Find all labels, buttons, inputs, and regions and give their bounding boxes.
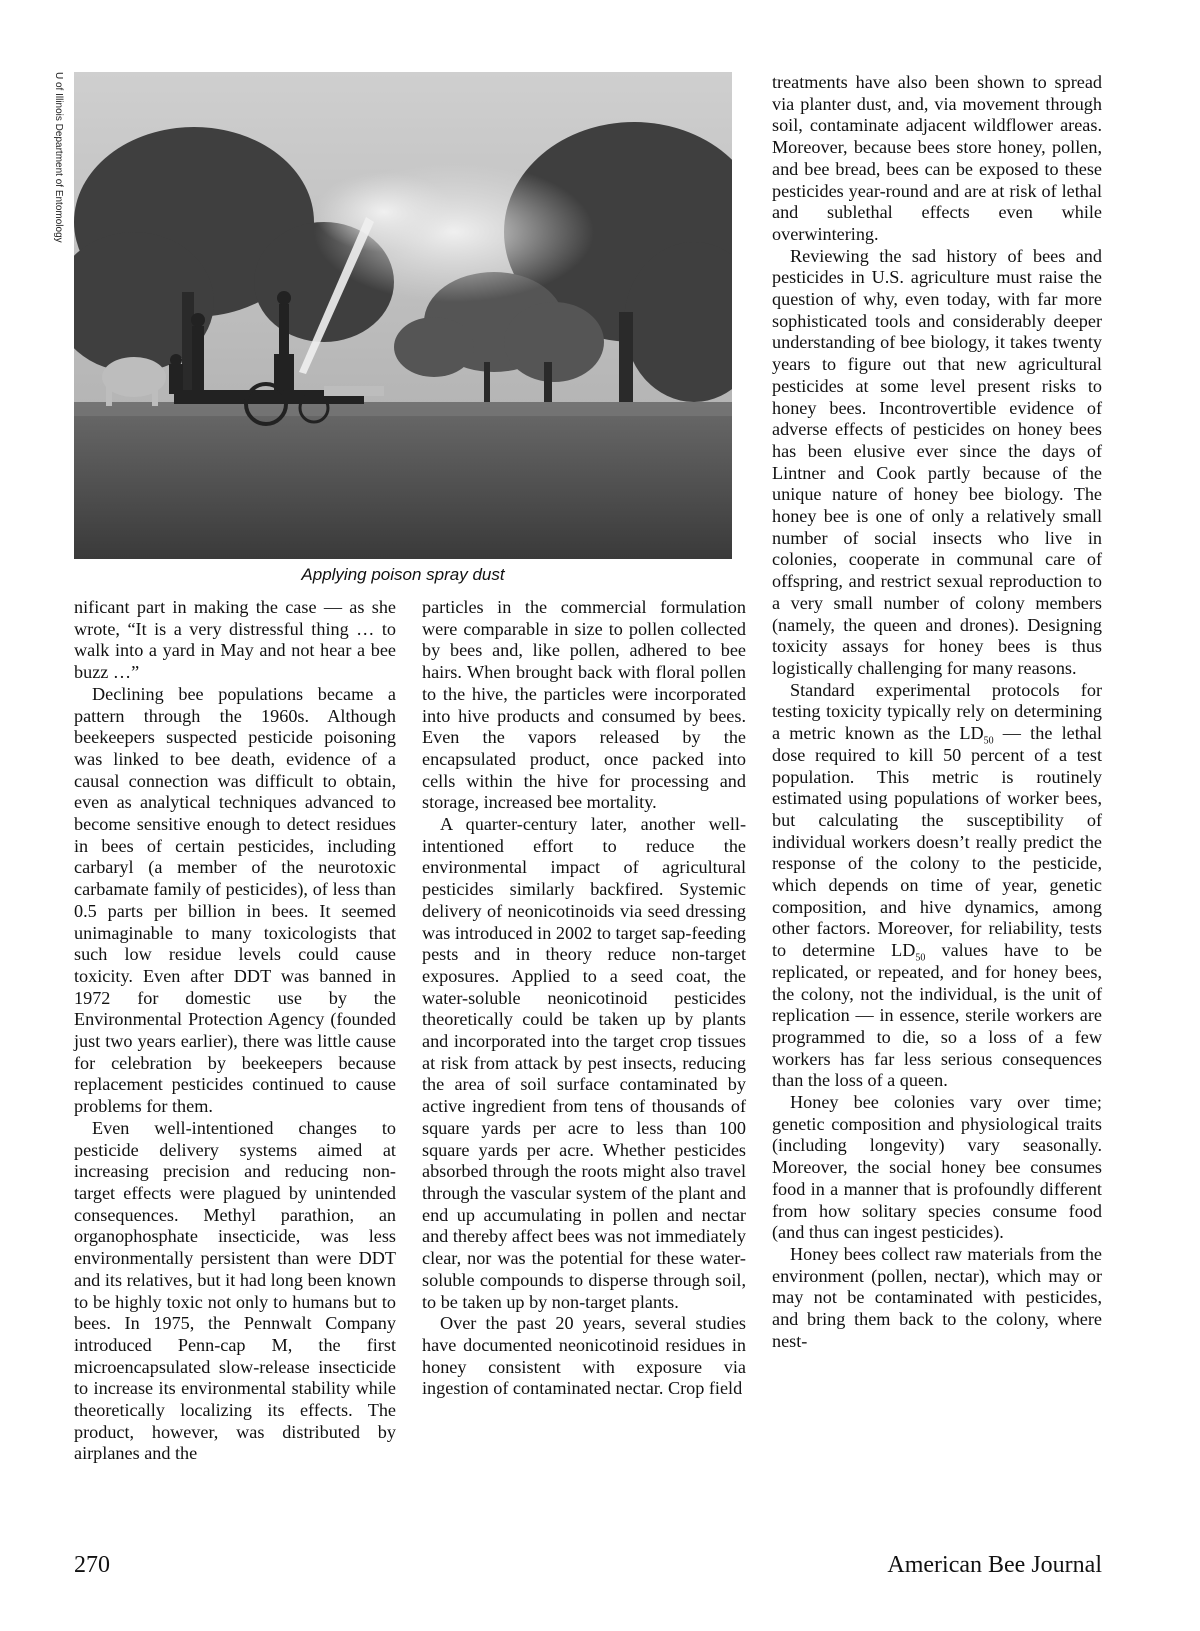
paragraph: A quarter-century later, another well-intentioned effort to reduce the environmental impact of agricultural pesticides similarly backfired. Systemic delivery of neonicotinoids via seed dressing was introduced in 2002 to target sap-feeding pests and in theory reduce non-target exposures. Applied to a seed coat, the water-soluble neonicotinoid pesticides theoretically could be taken up by plants and incorporated into the target crop tissues at risk from attack by pest insects, reducing the area of soil surface contaminated by active ingredient from tens of thousands of square yards per acre to less than 100 square yards per acre. Whether pesticides absorbed through the roots might also travel through the vascular system of the plant and end up accumulating in pollen and nectar and thereby affect bees was not immediately clear, nor was the potential for these water-soluble compounds to disperse through soil, to be taken up by non-target plants.	[422, 814, 746, 1312]
paragraph: Even well-intentioned changes to pesticide delivery systems aimed at increasing precision and reducing non-target effects were plagued by unintended consequences. Methyl parathion, an organophosphate insecticide, was less environmentally persistent than were DDT and its relatives, but it had long been known to be highly toxic not only to humans but to bees. In 1975, the Pennwalt Company introduced Penn-cap M, the first microencapsulated slow-release insecticide to increase its environmental stability while theoretically localizing its effects. The product, however, was distributed by airplanes and the	[74, 1117, 396, 1464]
paragraph: treatments have also been shown to spread via planter dust, and, via movement through soil, contaminate adjacent wildflower areas. Moreover, because bees store honey, pollen, and bee bread, bees can be exposed to these pesticides year-round and are at risk of lethal and sublethal effects even while overwintering.	[772, 72, 1102, 244]
text-run: values have to be replicated, or repeated, and for honey bees, the colony, not the individual, is the unit of replication — in essence, sterile workers are programmed to die, so a loss of a few workers has far less serious consequences than the loss of a queen.	[772, 940, 1103, 1091]
page-number: 270	[74, 1552, 110, 1578]
paragraph: Reviewing the sad history of bees and pesticides in U.S. agriculture must raise the question of why, even today, with far more sophisticated tools and considerably deeper understanding of bee biology, it takes twenty years to figure out that new agricultural pesticides at some level present risks to honey bees. Incontrovertible evidence of adverse effects of pesticides on honey bees has been elusive ever since the days of Lintner and Cook partly because of the unique nature of honey bee biology. The honey bee is one of only a relatively small number of social insects who live in colonies, cooperate in communal care of offspring, and restrict sexual reproduction to a very small number of colony members (namely, the queen and drones). Designing toxicity assays for honey bees is thus logistically challenging for many reasons.	[772, 245, 1102, 678]
subscript: 50	[915, 952, 926, 964]
text-run: — the lethal dose required to kill 50 percent of a test population. This metric is routinely estimated using populations of worker bees, but calculating the susceptibility of individual workers doesn’t really predict the response of the colony to the pesticide, which depends on time of year, genetic composition, and hive dynamics, among other factors. Moreover, for reliability, tests to determine LD	[772, 723, 1102, 961]
paragraph	[772, 680, 1102, 1092]
photo-credit: U of Illinois Department of Entomology	[53, 72, 64, 243]
article-column-3	[772, 72, 1102, 1592]
paragraph: particles in the commercial formulation were comparable in size to pollen collected by bees and, like pollen, adhered to bee hairs. When brought back with floral pollen to the hive, the particles were incorporated into hive products and consumed by bees. Even the vapors released by the encapsulated product, once packed into cells within the hive for processing and storage, increased bee mortality.	[422, 597, 746, 813]
paragraph: nificant part in making the case — as she wrote, “It is a very distressful thing … to walk into a yard in May and not hear a bee buzz …”	[74, 597, 396, 683]
article-column-1	[74, 597, 396, 1587]
subscript: 50	[983, 735, 994, 747]
paragraph: Honey bee colonies vary over time; genetic composition and physiological traits (including longevity) vary seasonally. Moreover, the social honey bee consumes food in a manner that is profoundly different from how solitary species consume food (and thus can ingest pesticides).	[772, 1092, 1102, 1243]
photo-caption: Applying poison spray dust	[301, 565, 505, 584]
paragraph: Declining bee populations became a pattern through the 1960s. Although beekeepers suspected pesticide poisoning was linked to bee death, evidence of a causal connection was difficult to obtain, even as analytical techniques advanced to become sensitive enough to detect residues in bees of certain pesticides, including carbaryl (a member of the neurotoxic carbamate family of pesticides), of less than 0.5 parts per billion in bees. It seemed unimaginable to many toxicologists that such low residue levels could cause toxicity. Even after DDT was banned in 1972 for domestic use by the Environmental Protection Agency (founded just two years earlier), there was little cause for celebration by beekeepers because replacement pesticides continued to cause problems for them.	[74, 683, 396, 1117]
paragraph: Honey bees collect raw materials from the environment (pollen, nectar), which may or may not be contaminated with pesticides, and bring them back to the colony, where nest-	[772, 1243, 1102, 1351]
journal-name: American Bee Journal	[887, 1552, 1102, 1578]
text-run: Standard experimental protocols for testing toxicity typically rely on determining a metric known as the LD	[772, 679, 1102, 744]
orchard-spraying-photo	[74, 72, 732, 559]
paragraph: Over the past 20 years, several studies have documented neonicotinoid residues in honey consistent with exposure via ingestion of contaminated nectar. Crop field	[422, 1313, 746, 1399]
historical-photo	[74, 72, 732, 559]
article-column-2	[422, 597, 746, 1587]
